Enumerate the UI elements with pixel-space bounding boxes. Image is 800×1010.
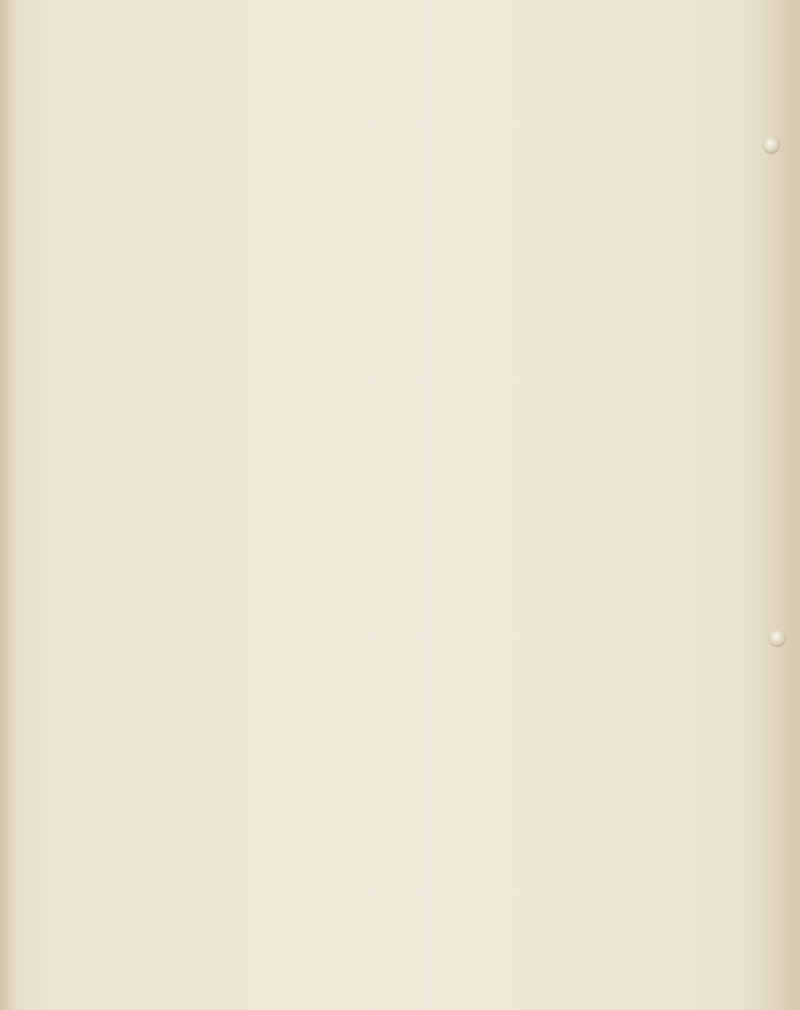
page-binding-edge (0, 0, 14, 1010)
page-right-edge (774, 0, 800, 1010)
punch-hole-top (762, 136, 780, 154)
punch-hole-bottom (768, 629, 786, 647)
